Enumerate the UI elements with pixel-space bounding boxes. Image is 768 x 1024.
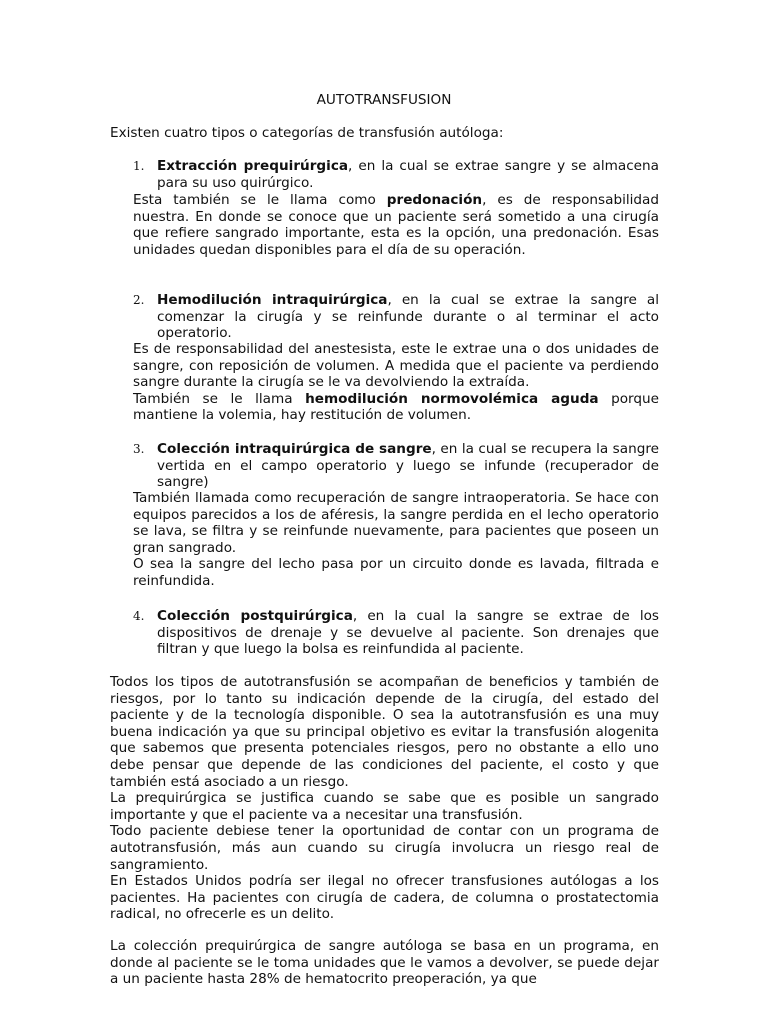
list-item (133, 441, 659, 491)
document-title: AUTOTRANSFUSION (316, 92, 452, 108)
note-paragraph: Es de responsabilidad del anestesista, este le extrae una o dos unidades de sangre, con reposición de volumen. A medida que el paciente va perdiendo sangre durante la cirugía se le va devolviendo la extraída. También se le llama hemodilución normovolémica aguda porque mantiene la volemia, hay restitución de volumen. (133, 341, 659, 424)
note-paragraph: Esta también se le llama como predonación, es de responsabilidad nuestra. En donde se conoce que un paciente será sometido a una cirugía que refiere sangrado importante, esta es la opción, una predonación. Esas unidades quedan disponibles para el día de su operación. (133, 192, 659, 258)
list-item-heading: Extracción prequirúrgica (157, 158, 349, 174)
list-item-heading: Hemodilución intraquirúrgica (157, 292, 388, 308)
emphasis-term: hemodilución normovolémica aguda (305, 390, 599, 407)
list-item-heading: Colección intraquirúrgica de sangre (157, 441, 432, 457)
list-item-text: , en la cual se extrae la sangre al comenzar la cirugía y se reinfunde durante o al terminar el acto operatorio. (157, 292, 659, 342)
list-item (133, 608, 659, 658)
list-item (133, 158, 659, 191)
body-paragraphs (110, 674, 659, 923)
emphasis-term: predonación (386, 192, 483, 208)
list-item-text: , en la cual se recupera la sangre vertida en el campo operatorio y luego se infunde (recuperador de sangre) (157, 441, 659, 491)
list-item-heading: Colección postquirúrgica (157, 608, 353, 624)
body-paragraph: Todo paciente debiese tener la oportunidad de contar con un programa de autotransfusión, más aun cuando su cirugía involucra un riesgo real de sangramiento. (110, 823, 659, 873)
list-item (133, 292, 659, 342)
list-item-text: , en la cual la sangre se extrae de los dispositivos de drenaje y se devuelve al paciente. Son drenajes que filtran y que luego la bolsa es reinfundida al paciente. (157, 608, 660, 658)
body-paragraph: La prequirúrgica se justifica cuando se sabe que es posible un sangrado importante y que el paciente va a necesitar una transfusión. (110, 790, 659, 823)
note-paragraph: También llamada como recuperación de sangre intraoperatoria. Se hace con equipos parecidos a los de aféresis, la sangre perdida en el lecho operatorio se lava, se filtra y se reinfunde nuevamente, para pacientes que poseen un gran sangrado. O sea la sangre del lecho pasa por un circuito donde es lavada, filtrada e reinfundida. (133, 490, 659, 589)
list-number: 4. (133, 609, 145, 623)
body-paragraph: En Estados Unidos podría ser ilegal no ofrecer transfusiones autólogas a los pacientes. Ha pacientes con cirugía de cadera, de columna o prostatectomia radical, no ofrecerle es un delito. (110, 873, 659, 923)
list-number: 1. (133, 159, 145, 173)
list-number: 3. (133, 442, 145, 456)
list-number: 2. (133, 293, 145, 307)
body-paragraph: Todos los tipos de autotransfusión se acompañan de beneficios y también de riesgos, por lo tanto su indicación depende de la cirugía, del estado del paciente y de la tecnología disponible. O sea la autotransfusión es una muy buena indicación ya que su principal objetivo es evitar la transfusión alogenita que sabemos que presenta potenciales riesgos, pero no obstante a ello uno debe pensar que depende de las condiciones del paciente, el costo y que también está asociado a un riesgo. (110, 674, 659, 790)
intro-paragraph: Existen cuatro tipos o categorías de transfusión autóloga: (110, 125, 504, 141)
body-paragraph-last: La colección prequirúrgica de sangre autóloga se basa en un programa, en donde al paciente se le toma unidades que le vamos a devolver, se puede dejar a un paciente hasta 28% de hematocrito preoperación, ya que (110, 938, 659, 988)
list-item-text: , en la cual se extrae sangre y se almacena para su uso quirúrgico. (157, 158, 659, 191)
